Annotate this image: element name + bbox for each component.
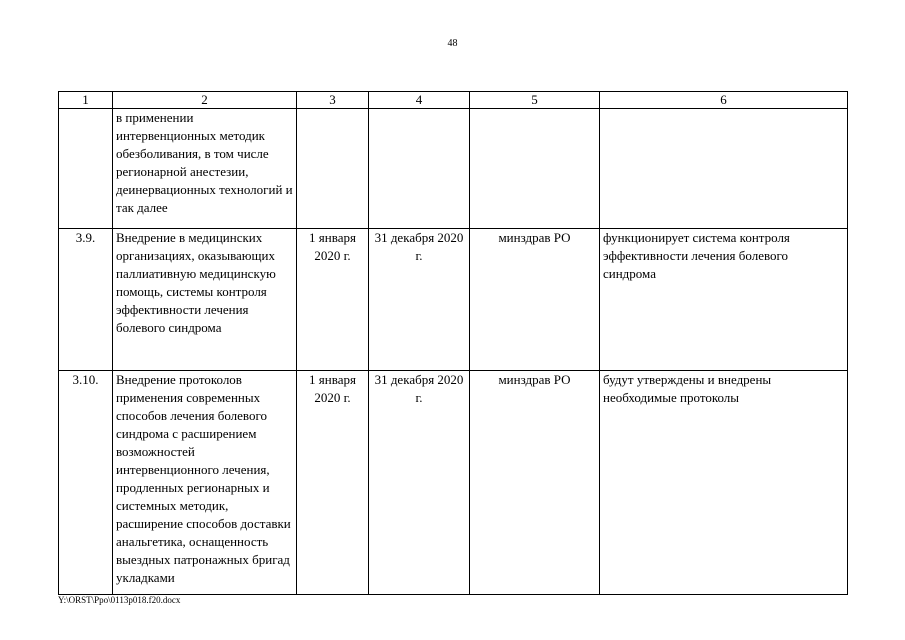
measures-table (58, 91, 848, 595)
end-date-cell (369, 109, 470, 229)
column-header-6: 6 (600, 92, 848, 109)
column-header-1: 1 (59, 92, 113, 109)
responsible-cell: минздрав РО (470, 229, 600, 371)
column-header-4: 4 (369, 92, 470, 109)
end-date-cell: 31 декабря 2020 г. (369, 371, 470, 595)
result-cell: будут утверждены и внедрены необходимые протоколы (600, 371, 848, 595)
row-number-cell: 3.10. (59, 371, 113, 595)
responsible-cell: минздрав РО (470, 371, 600, 595)
column-header-5: 5 (470, 92, 600, 109)
start-date-cell (297, 109, 369, 229)
start-date-cell: 1 января 2020 г. (297, 229, 369, 371)
measure-cell: в применении интервенционных методик обезболивания, в том числе регионарной анестезии, деинервационных технологий и так далее (113, 109, 297, 229)
file-path-footer: Y:\ORST\Ppo\0113p018.f20.docx (58, 595, 181, 605)
table-header-row (59, 92, 848, 109)
measure-cell: Внедрение протоколов применения современных способов лечения болевого синдрома с расширением возможностей интервенционного лечения, продленных регионарных и системных методик, расширение способов доставки анальгетика, оснащенность выездных патронажных бригад укладками (113, 371, 297, 595)
result-cell (600, 109, 848, 229)
table-row (59, 371, 848, 595)
result-cell: функционирует система контроля эффективности лечения болевого синдрома (600, 229, 848, 371)
row-number-cell: 3.9. (59, 229, 113, 371)
measure-cell: Внедрение в медицинских организациях, оказывающих паллиативную медицинскую помощь, системы контроля эффективности лечения болевого синдрома (113, 229, 297, 371)
responsible-cell (470, 109, 600, 229)
page-number: 48 (447, 38, 458, 49)
table-row (59, 229, 848, 371)
table-row (59, 109, 848, 229)
column-header-2: 2 (113, 92, 297, 109)
column-header-3: 3 (297, 92, 369, 109)
end-date-cell: 31 декабря 2020 г. (369, 229, 470, 371)
row-number-cell (59, 109, 113, 229)
start-date-cell: 1 января 2020 г. (297, 371, 369, 595)
